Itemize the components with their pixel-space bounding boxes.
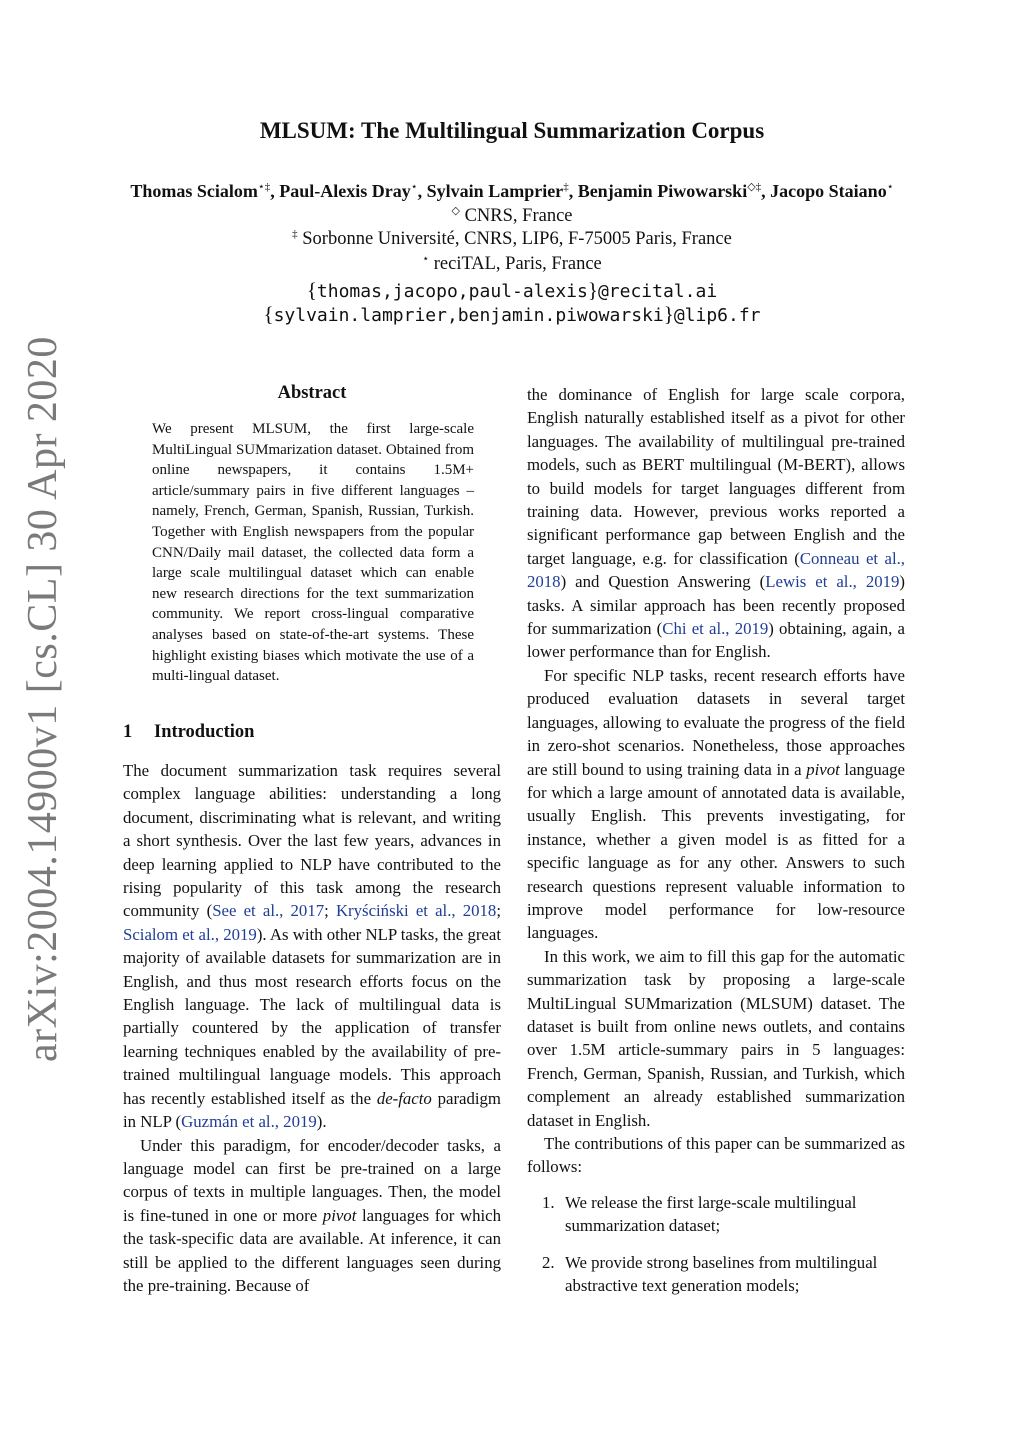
author-affiliation-mark: ◇‡	[747, 181, 762, 193]
author-name: Jacopo Staiano	[770, 181, 887, 201]
intro-paragraph: Under this paradigm, for encoder/decoder tasks, a language model can first be pre-trained on a large corpus of texts in multiple languages. Then, the model is fine-tuned in one or more pivot languages for which the task-specific data are available. At inference, it can still be applied to the different languages seen during the pre-training. Because of	[123, 1135, 501, 1295]
citation-link[interactable]: Kryściński et al., 2018	[335, 901, 497, 921]
affiliation-mark: ‡	[292, 228, 298, 240]
email-users: thomas,jacopo,paul-alexis	[316, 281, 588, 302]
contribution-text: We provide strong baselines from multilingual abstractive text generation models;	[565, 1252, 878, 1296]
citation-link[interactable]: Chi et al., 2019	[662, 619, 769, 639]
contribution-text: We release the first large-scale multilingual summarization dataset;	[565, 1192, 857, 1236]
citation-link[interactable]: Conneau et al., 2018	[527, 548, 905, 592]
author-affiliation-mark: ⋆	[410, 181, 418, 193]
email-domain: @lip6.fr	[673, 305, 761, 326]
author-name: Thomas Scialom	[130, 181, 258, 201]
section-title: Introduction	[154, 722, 255, 742]
citation-link[interactable]: Scialom et al., 2019	[123, 924, 257, 944]
author-affiliation-mark: ⋆‡	[257, 181, 271, 193]
email-line: {thomas,jacopo,paul-alexis}@recital.ai	[306, 278, 718, 302]
contribution-item	[527, 1191, 905, 1238]
citation-link[interactable]: See et al., 2017	[212, 901, 325, 921]
section-heading	[123, 722, 254, 743]
affiliation-text: Sorbonne Université, CNRS, LIP6, F-75005 Paris, France	[302, 229, 732, 250]
intro-paragraph: In this work, we aim to fill this gap for the automatic summarization task by proposing a large-scale MultiLingual SUMmarization (MLSUM) dataset. The dataset is built from online news outlets, and contains over 1.5M article-summary pairs in 5 languages: French, German, Spanish, Russian, and Turkish, which complement an already established summarization dataset in English.	[527, 946, 905, 1130]
author-name: Paul-Alexis Dray	[279, 181, 411, 201]
intro-paragraph: The document summarization task requires several complex language abilities: understanding a long document, discriminating what is relevant, and writing a short synthesis. Over the last few years, advances in deep learning applied to NLP have contributed to the rising popularity of this task among the research community (See et al., 2017; Kryściński et al., 2018; Scialom et al., 2019). As with other NLP tasks, the great majority of available datasets for summarization are in English, and thus most research efforts focus on the English language. The lack of multilingual data is partially countered by the application of transfer learning techniques enabled by the availability of pre-trained multilingual language models. This approach has recently established itself as the de-facto paradigm in NLP (Guzmán et al., 2019).	[123, 761, 501, 1132]
intro-paragraph: For specific NLP tasks, recent research efforts have produced evaluation datasets in several target languages, allowing to evaluate the progress of the field in zero-shot scenarios. Nonetheless, those approaches are still bound to using training data in a pivot language for which a large amount of annotated data is available, usually English. This prevents investigating, for instance, whether a given model is as fitted for a specific language as for any other. Answers to such research questions represent valuable information to improve model performance for low-resource languages.	[527, 665, 905, 943]
intro-paragraph: The contributions of this paper can be summarized as follows:	[527, 1134, 905, 1177]
arxiv-identifier: arXiv:2004.14900v1 [cs.CL] 30 Apr 2020	[20, 336, 66, 1062]
author-name: Sylvain Lamprier	[426, 181, 564, 201]
email-line: {sylvain.lamprier,benjamin.piwowarski}@lip6.fr	[263, 302, 761, 326]
paper-title: MLSUM: The Multilingual Summarization Corpus	[259, 118, 765, 143]
author-name: Benjamin Piwowarski	[577, 181, 748, 201]
abstract-text: We present MLSUM, the first large-scale MultiLingual SUMmarization dataset. Obtained from online newspapers, it contains 1.5M+ article/summary pairs in five different languages – namely, French, German, Spanish, Russian, Turkish. Together with English newspapers from the popular CNN/Daily mail dataset, the collected data form a large scale multilingual dataset which can enable new research directions for the text summarization community. We report cross-lingual comparative analyses based on state-of-the-art systems. These highlight existing biases which motivate the use of a multi-lingual dataset.	[152, 421, 474, 685]
affiliation-mark: ⋆	[422, 253, 430, 265]
intro-paragraph-continued: the dominance of English for large scale corpora, English naturally established itself as a pivot for other languages. The availability of multilingual pre-trained models, such as BERT multilingual (M-BERT), allows to build models for target languages different from training data. However, previous works reported a significant performance gap between English and the target language, e.g. for classification (Conneau et al., 2018) and Question Answering (Lewis et al., 2019) tasks. A similar approach has been recently proposed for summarization (Chi et al., 2019) obtaining, again, a lower performance than for English.	[527, 385, 905, 662]
affiliation	[0, 228, 1024, 250]
affiliation-text: reciTAL, Paris, France	[433, 254, 602, 275]
right-column-body	[527, 383, 905, 1328]
citation-link[interactable]: Guzmán et al., 2019	[181, 1112, 317, 1132]
author-list: Thomas Scialom⋆‡, Paul-Alexis Dray⋆, Sylvain Lamprier‡, Benjamin Piwowarski◇‡, Jacopo Staiano⋆	[130, 181, 894, 201]
left-column-body	[123, 759, 501, 1329]
list-marker: 2.	[542, 1252, 555, 1272]
citation-link[interactable]: Lewis et al., 2019	[765, 572, 900, 592]
section-number: 1	[123, 722, 133, 742]
list-marker: 1.	[542, 1192, 555, 1212]
email-domain: @recital.ai	[597, 281, 718, 302]
affiliation-mark: ◇	[451, 205, 460, 217]
author-affiliation-mark: ‡	[563, 181, 569, 193]
contribution-item	[527, 1251, 905, 1298]
author-affiliation-mark: ⋆	[886, 181, 894, 193]
affiliation-text: CNRS, France	[464, 206, 573, 227]
contributions-list	[527, 1191, 905, 1298]
email-users: sylvain.lamprier,benjamin.piwowarski	[273, 305, 664, 326]
affiliation	[0, 252, 1024, 275]
affiliation	[0, 204, 1024, 227]
abstract-heading: Abstract	[277, 383, 347, 403]
